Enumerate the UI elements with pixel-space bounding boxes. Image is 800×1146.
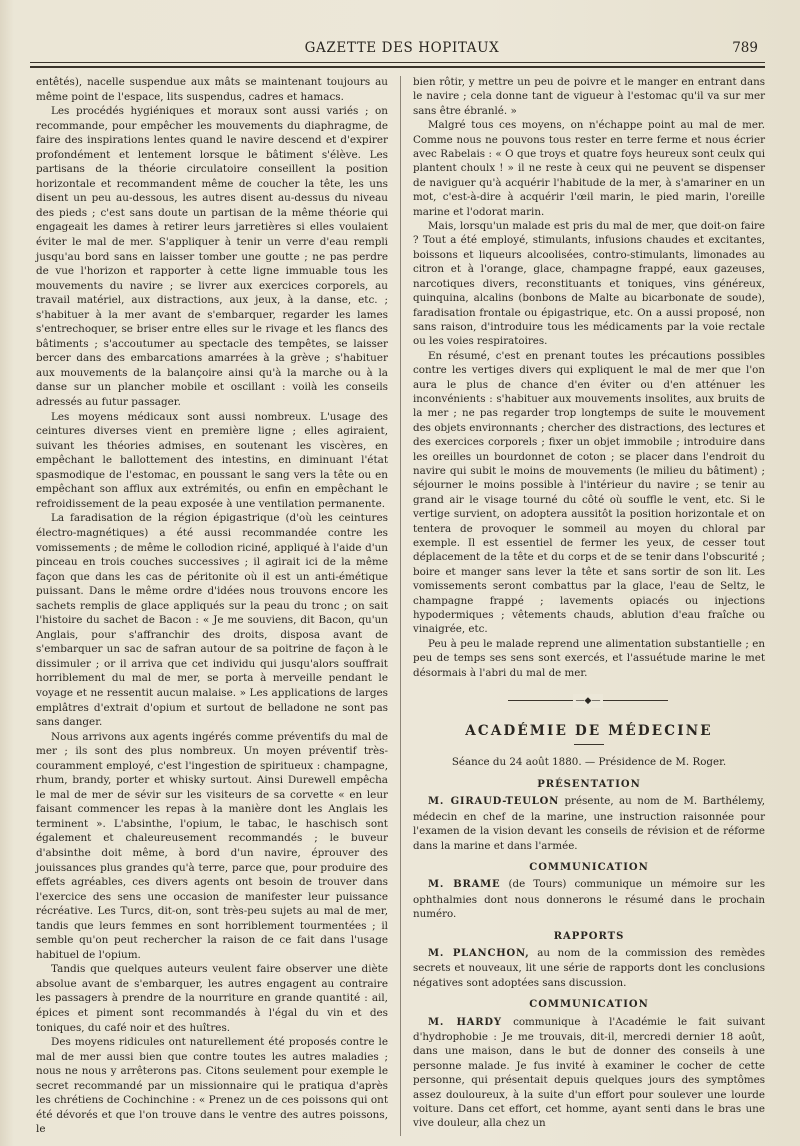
academy-paragraph	[413, 1015, 765, 1131]
paragraph: Les procédés hygiéniques et moraux sont aussi variés ; on recommande, pour empêcher les mouvements du diaphragme, de faire des inspirations lentes quand le navire descend et d'expirer profondément et lentement lorsque le bâtiment s'élève. Les partisans de la théorie circulatoire conseillent la position horizontale et recommandent même de coucher la tête, les uns disent un peu au-dessous, les autres disent au-dessus du niveau des pieds ; c'est sans doute un partisan de la même théorie qui engageait les dames à retirer leurs jarretières si elles voulaient éviter le mal de mer. S'appliquer à tenir un verre d'eau rempli jusqu'au bord sans en laisser tomber une goutte ; ne pas perdre de vue l'horizon et rapporter à cette ligne immuable tous les mouvements du navire ; se livrer aux exercices corporels, au travail matériel, aux distractions, aux jeux, à la danse, etc. ; s'habituer à la mer avant de s'embarquer, regarder les lames s'entrechoquer, se briser entre elles sur le rivage et les flancs des bâtiments ; s'accoutumer au spectacle des tempêtes, se laisser bercer dans des embarcations amarrées à la grève ; s'habituer aux mouvements de la balançoire ainsi qu'à la marche ou à la danse sur un plancher mobile et oscillant : voilà les conseils adressés au futur passager.	[36, 105, 388, 409]
paragraph: En résumé, c'est en prenant toutes les précautions possibles contre les vertiges divers qui expliquent le mal de mer que l'on aura le plus de chance d'en éviter ou d'en atténuer les inconvénients : s'habituer aux mouvements insolites, aux bruits de la mer ; ne pas regarder trop longtemps de suite le mouvement des objets environnants ; chercher des distractions, des lectures et des exercices corporels ; fixer un objet immobile ; introduire dans les oreilles un bourdonnet de coton ; se placer dans l'endroit du navire qui subit le moins de mouvements (le milieu du bâtiment) ; séjourner le moins possible à l'intérieur du navire ; se tenir au grand air le visage tourné du côté où souffle le vent, etc. Si le vertige survient, on adoptera aussitôt la position horizontale et on tentera de provoquer le sommeil au moyen du chloral par exemple. Il est essentiel de fermer les yeux, de cesser tout déplacement de la tête et du corps et de se tenir dans l'obscurité ; boire et manger sans lever la tête et sans sortir de son lit. Les vomissements seront combattus par la glace, l'eau de Seltz, le champagne frappé ; lavements opiacés ou injections hypodermiques ; vêtements chauds, ablution d'eau fraîche ou vinaigrée, etc.	[413, 349, 765, 636]
column-separator	[400, 76, 401, 1136]
header-rule-thick	[30, 66, 765, 68]
academy-paragraph	[413, 794, 765, 853]
section-divider-ornament	[413, 694, 765, 706]
seance-line: Séance du 24 août 1880. — Présidence de M. Roger.	[451, 756, 727, 769]
paragraph: Les moyens médicaux sont aussi nombreux. L'usage des ceintures diverses vient en première ligne ; elles agiraient, suivant les théories admises, en soutenant les viscères, en empêchant le ballottement des intestins, en diminuant l'état spasmodique de l'estomac, en poussant le sang vers la tête ou en empêchant son afflux aux extrémités, ou enfin en empêchant le refroidissement de la peau exposée à une ventilation permanente.	[36, 410, 388, 510]
paragraph: Des moyens ridicules ont naturellement été proposés contre le mal de mer aussi bien que contre toutes les autres maladies ; nous ne nous y arrêterons pas. Citons seulement pour exemple le secret recommandé par un missionnaire qui le pratiqua d'après les chrétiens de Cochinchine : « Prenez un de ces poissons qui ont été dévorés et que l'on trouve dans le ventre des autres poissons, le	[36, 1036, 388, 1136]
paragraph: Mais, lorsqu'un malade est pris du mal de mer, que doit-on faire ? Tout a été employé, stimulants, infusions chaudes et excitantes, boissons et liqueurs alcoolisées, contro-stimulants, limonades au citron et à l'orange, glace, champagne frappé, eaux gazeuses, narcotiques divers, reconstituants et toniques, vins généreux, quinquina, alcalins (bonbons de Malte au bicarbonate de soude), faradisation frontale ou épigastrique, etc. On a aussi proposé, non sans raison, d'introduire tous les médicaments par la voie rectale ou les voies respiratoires.	[413, 220, 765, 348]
paragraph-text: communique à l'Académie le fait suivant d'hydrophobie : Je me trouvais, dit-il, mercredi dernier 18 août, dans une maison, dans le but de donner des conseils à une personne malade. Je fus invité à examiner le cocher de cette personne, qui présentait depuis quelques jours des symptômes assez douloureux, à la suite d'un effort pour soulever une lourde voiture. Dans cet effort, cet homme, ayant senti dans le bras une vive douleur, alla chez un	[413, 1015, 765, 1130]
paragraph: Peu à peu le malade reprend une alimentation substantielle ; en peu de temps ses sens sont exercés, et l'assuétude marine le met désormais à l'abri du mal de mer.	[413, 637, 765, 679]
subsection-heading: RAPPORTS	[553, 930, 625, 942]
left-column	[36, 75, 388, 1137]
subsection-heading: COMMUNICATION	[529, 861, 649, 873]
running-header	[42, 38, 762, 60]
academy-paragraph	[413, 877, 765, 921]
paragraph: Malgré tous ces moyens, on n'échappe point au mal de mer. Comme nous ne pouvons tous rester en terre ferme et nous écrier avec Rabelais : « O que troys et quatre foys heureux sont ceulx qui plantent choulx ! » il ne reste à ceux qui ne peuvent se dispenser de naviguer qu'à acquérir l'habitude de la mer, à s'amariner en un mot, c'est-à-dire à acquérir l'œil marin, le pied marin, l'oreille marine et l'odorat marin.	[413, 119, 765, 218]
divider-flourish-icon: —◆—	[573, 694, 603, 708]
speaker-name: M. PLANCHON,	[428, 947, 530, 959]
page-number: 789	[732, 40, 758, 56]
publication-title: GAZETTE DES HOPITAUX	[304, 40, 500, 56]
paragraph: Nous arrivons aux agents ingérés comme préventifs du mal de mer ; ils sont des plus nombreux. Un moyen préventif très-couramment employé, c'est l'ingestion de spiritueux : champagne, rhum, brandy, porter et whisky surtout. Ainsi Durewell empêcha le mal de mer de sévir sur les visiteurs de sa corvette « en leur faisant commencer les repas à la manière dont les Anglais les terminent ». L'absinthe, l'opium, le tabac, le haschisch sont également et chaleureusement recommandés ; le buveur d'absinthe doit même, à bord d'un navire, éprouver des jouissances plus grandes qu'à terre, parce que, pour produire des effets agréables, ces divers agents ont besoin de trouver dans l'exercice des sens une occasion de manifester leur puissance récréative. Les Turcs, dit-on, sont très-peu sujets au mal de mer, tandis que leurs femmes en sont horriblement tourmentées ; il semble qu'on peut rechercher la raison de ce fait dans l'usage habituel de l'opium.	[36, 730, 388, 961]
speaker-name: M. GIRAUD-TEULON	[428, 796, 560, 808]
subsection-heading: PRÉSENTATION	[537, 778, 641, 790]
paragraph: Tandis que quelques auteurs veulent faire observer une diète absolue avant de s'embarquer, les autres engagent au contraire les passagers à prendre de la nourriture en grande quantité : ail, épices et piment sont recommandés à l'égal du vin et des toniques, du café noir et des huîtres.	[36, 963, 388, 1034]
subsection-heading: COMMUNICATION	[529, 999, 649, 1011]
short-rule	[574, 744, 604, 745]
header-rule-thin	[30, 62, 765, 63]
paragraph: entêtés), nacelle suspendue aux mâts se maintenant toujours au même point de l'espace, lits suspendus, cadres et hamacs.	[36, 76, 388, 103]
academy-section-title: ACADÉMIE DE MÉDECINE	[465, 723, 713, 740]
speaker-name: M. BRAME	[428, 879, 501, 891]
paragraph: bien rôtir, y mettre un peu de poivre et le manger en entrant dans le navire ; cela donne tant de vigueur à l'estomac qu'il va sur mer sans être ébranlé. »	[413, 76, 765, 117]
paragraph-text: (de Tours) communique un mémoire sur les ophthalmies dont nous donnerons le résumé dans le prochain numéro.	[413, 878, 765, 921]
paragraph: La faradisation de la région épigastrique (d'où les ceintures électro-magnétiques) a été aussi recommandée contre les vomissements ; de même le collodion riciné, appliqué à l'aide d'un pinceau en trois couches successives ; il agirait ici de la même façon que dans les cas de péritonite où il est un anti-émétique puissant. Dans le même ordre d'idées nous trouvons encore les sachets remplis de glace appliqués sur la peau du tronc ; on sait l'histoire du sachet de Bacon : « Je me souviens, dit Bacon, qu'un Anglais, pour s'affranchir des droits, disposa avant de s'embarquer un sac de safran autour de sa poitrine de façon à le dissimuler ; or il arriva que cet individu qui jusqu'alors souffrait horriblement du mal de mer, se porta à merveille pendant le voyage et ne ressentit aucun malaise. » Les applications de larges emplâtres d'extrait d'opium et surtout de belladone ne sont pas sans danger.	[36, 512, 388, 729]
speaker-name: M. HARDY	[428, 1016, 502, 1028]
paragraph-text: présente, au nom de M. Barthélemy, médecin en chef de la marine, une instruction raisonnée pour l'examen de la vision devant les conseils de révision et de réforme dans la marine et dans l'armée.	[413, 795, 765, 852]
right-column	[413, 75, 765, 1131]
academy-paragraph	[413, 946, 765, 990]
paragraph-text: au nom de la commission des remèdes secrets et nouveaux, lit une série de rapports dont les conclusions négatives sont adoptées sans discussion.	[413, 946, 765, 989]
